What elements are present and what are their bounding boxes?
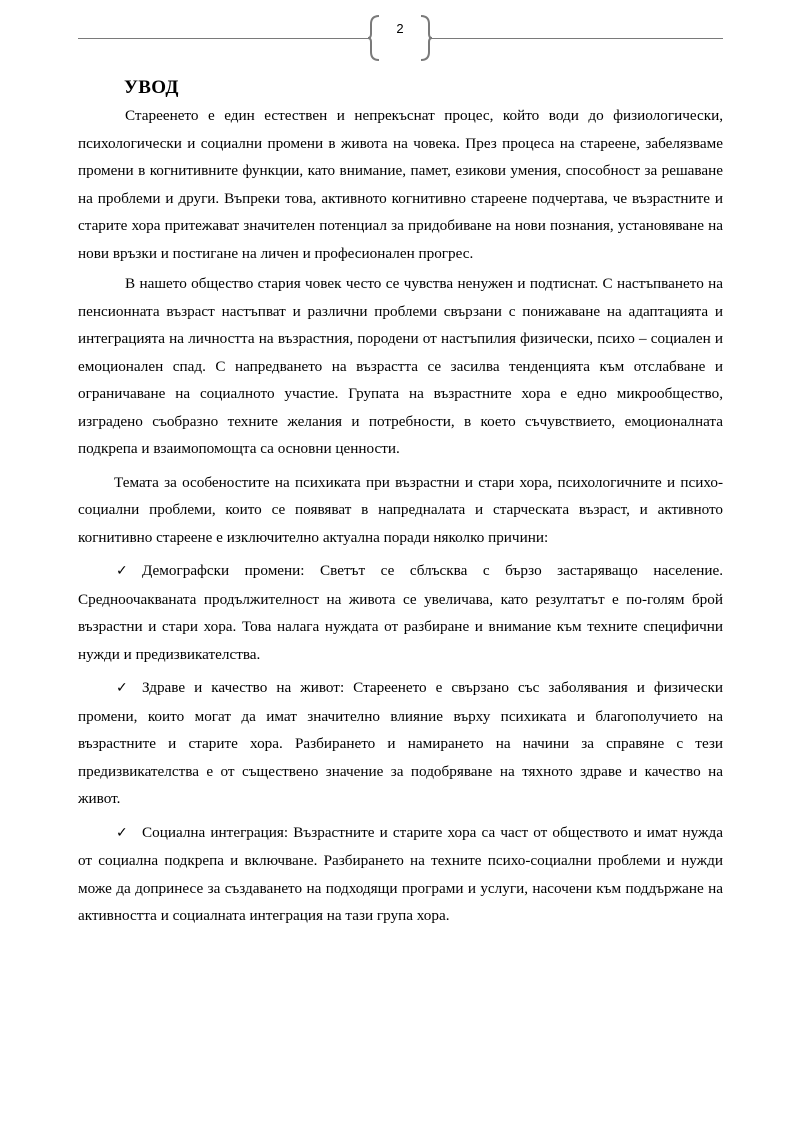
paragraph-intro: Стареенето е един естествен и непрекъснат процес, който води до физиологически, психологически и социални промени в живота на човека. През процеса на стареене, забелязваме промени в когнитивните функции, като внимание, памет, езикови умения, способност за решаване на проблеми и други. Въпреки това, активното когнитивно стареене подчертава, че възрастните и старите хора притежават значителен потенциал за придобиване на нови познания, установяване на нови връзки и постигане на личен и професионален прогрес.: [78, 107, 723, 262]
paragraph-topic: Темата за особеностите на психиката при възрастни и стари хора, психологичните и психо-социални проблеми, които се появяват в напредналата и старческата възраст, и активното когнитивно стареене е изключително актуална поради няколко причини:: [78, 473, 723, 546]
checkmark-icon: ✓: [116, 680, 128, 696]
bullet-text: Демографски промени: Светът се сблъсква с бързо застаряващо население. Средноочакваната продължителност на живота се увеличава, като резултатът е по-голям брой възрастни и стари хора. Това налага нуждата от разбиране и внимание към техните специфични нужди и предизвикателства.: [78, 562, 723, 663]
page-header: [0, 14, 800, 62]
document-body: [78, 76, 723, 930]
header-rule-left: [78, 38, 369, 39]
header-rule-right: [431, 38, 723, 39]
bullet-text: Здраве и качество на живот: Стареенето е свързано със заболявания и физически промени, които могат да имат значително влияние върху психиката и благополучието на възрастните и старите хора. Разбирането и намирането на начини за справяне с тези предизвикателства е от съществено значение за подобряване на тяхното здраве и качество на живот.: [78, 679, 723, 807]
checkmark-icon: ✓: [116, 824, 128, 841]
bullet-demographics: [78, 557, 723, 668]
section-title: УВОД: [124, 77, 179, 98]
paragraph-society: В нашето общество стария човек често се чувства ненужен и подтиснат. С настъпването на пенсионната възраст настъпват и различни проблеми свързани с понижаване на адаптацията и интеграцията на личността на възрастния, породени от настъпилия физически, психо – социален и емоционален спад. С напредването на възрастта се засилва тенденцията към отслабване и ограничаване на социалното участие. Групата на възрастните хора е едно микрообщество, изградено съобразно техните желания и потребности, в което съчувствието, емоционалната подкрепа и взаимопомощта са основни ценности.: [78, 275, 723, 457]
bullet-text: Социална интеграция: Възрастните и старите хора са част от обществото и имат нужда от социална подкрепа и включване. Разбирането на техните психо-социални проблеми и нужди може да допринесе за създаването на подходящи програми и услуги, насочени към поддържане на активността и социалната интеграция на тази група хора.: [78, 823, 723, 924]
page-number: 2: [396, 21, 404, 36]
bullet-health: [78, 674, 723, 813]
checkmark-icon: ✓: [116, 563, 128, 579]
bullet-social-integration: [78, 819, 723, 930]
left-brace-icon: [367, 14, 381, 62]
